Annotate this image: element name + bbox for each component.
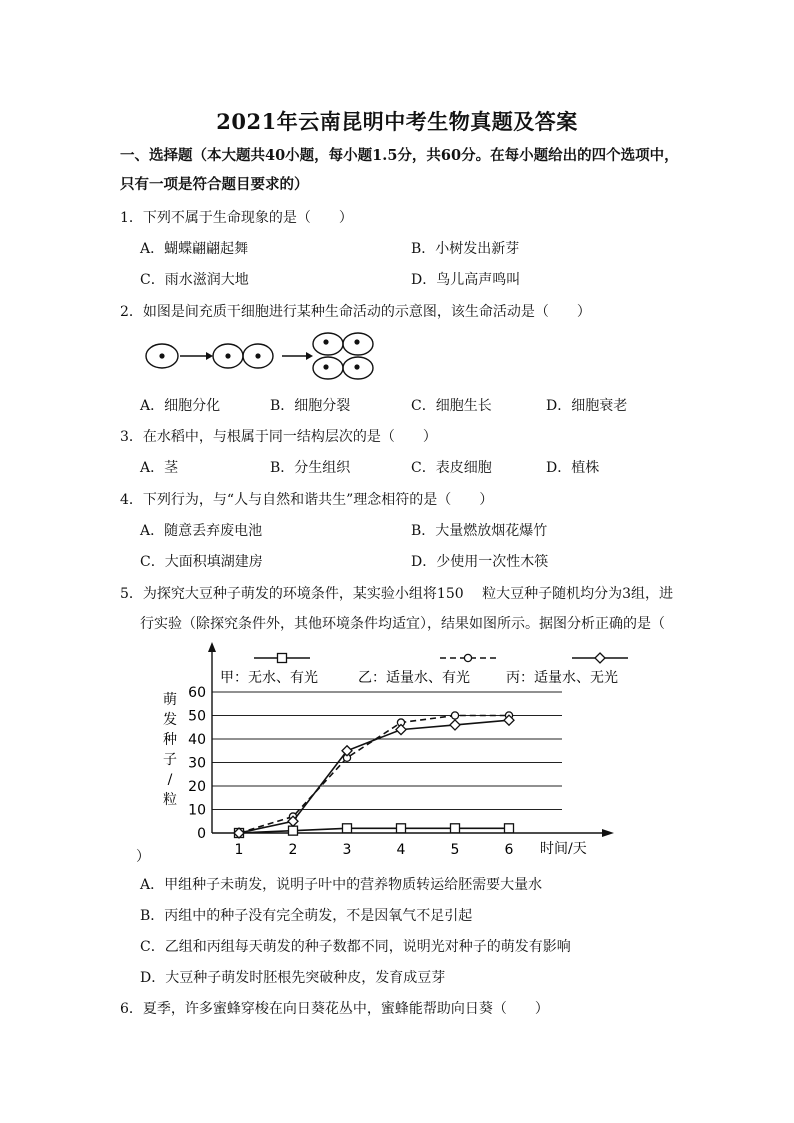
y-tick-label: 20 <box>188 779 206 795</box>
question-5-stem-close: ） <box>136 849 150 865</box>
legend-label-1: 甲：无水、有光 <box>220 670 318 686</box>
question-4-stem: 4．下列行为，与“人与自然和谐共生”理念相符的是（ ） <box>120 492 494 508</box>
q3-option-d: D．植株 <box>546 460 600 476</box>
series-1-point <box>397 824 406 833</box>
question-2-stem: 2．如图是间充质干细胞进行某种生命活动的示意图，该生命活动是（ ） <box>120 304 591 320</box>
y-tick-label: 10 <box>188 802 206 819</box>
q5-option-d: D．大豆种子萌发时胚根先突破种皮，发育成豆芽 <box>140 970 446 986</box>
q1-option-c: C．雨水滋润大地 <box>140 272 249 288</box>
y-axis-label-char: 粒 <box>163 792 177 808</box>
q3-option-c: C．表皮细胞 <box>411 460 492 476</box>
question-3-stem: 3．在水稻中，与根属于同一结构层次的是（ ） <box>120 429 437 445</box>
q4-option-a: A．随意丢弃废电池 <box>140 523 263 539</box>
y-axis-label-char: / <box>167 772 173 788</box>
y-tick-label: 40 <box>188 732 206 748</box>
series-1-point <box>451 824 460 833</box>
series-line-3 <box>239 720 509 833</box>
y-axis-label-char: 子 <box>163 752 177 768</box>
q5-option-a: A．甲组种子未萌发，说明子叶中的营养物质转运给胚需要大量水 <box>140 877 543 893</box>
legend-marker-1 <box>278 654 287 663</box>
legend-label-3: 丙：适量水、无光 <box>506 670 618 686</box>
x-tick-label: 3 <box>342 842 352 858</box>
q2-option-c: C．细胞生长 <box>411 398 492 414</box>
question-5-stem-line1: 5．为探究大豆种子萌发的环境条件，某实验小组将150 粒大豆种子随机均分为3组，进 <box>120 586 673 602</box>
q1-option-d: D．鸟儿高声鸣叫 <box>411 272 521 288</box>
series-line-2 <box>239 716 509 834</box>
y-axis-label-char: 种 <box>163 732 177 748</box>
cell-division-diagram <box>140 330 380 382</box>
legend-marker-2 <box>464 654 471 661</box>
y-tick-label: 30 <box>188 755 206 772</box>
y-axis-label-char: 发 <box>163 712 177 728</box>
x-tick-label: 6 <box>504 842 514 858</box>
series-3-point <box>396 725 406 735</box>
q3-option-a: A．茎 <box>140 460 179 476</box>
section-heading-line1: 一、选择题（本大题共40小题，每小题1.5分，共60分。在每小题给出的四个选项中， <box>120 147 679 164</box>
x-axis-arrow <box>602 829 614 837</box>
q5-option-b: B．丙组中的种子没有完全萌发，不是因氧气不足引起 <box>140 908 473 924</box>
question-5-stem-line2: 行实验（除探究条件外，其他环境条件均适宜），结果如图所示。据图分析正确的是（ <box>140 616 665 632</box>
y-tick-label: 50 <box>188 708 206 725</box>
series-3-point <box>450 720 460 730</box>
series-2-point <box>451 712 458 719</box>
series-1-point <box>505 824 514 833</box>
q4-option-d: D．少使用一次性木筷 <box>411 554 549 570</box>
legend-marker-3 <box>595 653 605 663</box>
germination-line-chart <box>140 640 640 858</box>
x-tick-label: 5 <box>450 842 460 858</box>
q3-option-b: B．分生组织 <box>270 460 351 476</box>
q4-option-c: C．大面积填湖建房 <box>140 554 263 570</box>
q1-option-b: B．小树发出新芽 <box>411 241 520 257</box>
x-tick-label: 2 <box>288 842 298 858</box>
page-title: 2021年云南昆明中考生物真题及答案 <box>216 109 578 134</box>
question-1-stem: 1．下列不属于生命现象的是（ ） <box>120 210 353 226</box>
q2-option-a: A．细胞分化 <box>140 398 221 414</box>
q2-option-b: B．细胞分裂 <box>270 398 351 414</box>
question-6-stem: 6．夏季，许多蜜蜂穿梭在向日葵花丛中，蜜蜂能帮助向日葵（ ） <box>120 1001 549 1017</box>
q1-option-a: A．蝴蝶翩翩起舞 <box>140 241 249 257</box>
series-1-point <box>343 824 352 833</box>
q5-option-c: C．乙组和丙组每天萌发的种子数都不同，说明光对种子的萌发有影响 <box>140 939 571 955</box>
y-axis-label-char: 萌 <box>163 692 177 708</box>
x-tick-label: 1 <box>234 842 244 858</box>
series-line-1 <box>239 828 509 833</box>
y-axis-arrow <box>208 642 216 652</box>
x-axis-label: 时间/天 <box>540 841 587 857</box>
x-tick-label: 4 <box>396 842 406 858</box>
y-tick-label: 60 <box>188 685 206 701</box>
section-heading-line2: 只有一项是符合题目要求的） <box>120 176 309 193</box>
y-tick-label: 0 <box>197 826 206 842</box>
cell-stage-3a <box>313 333 343 355</box>
legend-label-2: 乙：适量水、有光 <box>358 670 470 686</box>
q4-option-b: B．大量燃放烟花爆竹 <box>411 523 548 539</box>
q2-option-d: D．细胞衰老 <box>546 398 628 414</box>
series-1-point <box>289 826 298 835</box>
